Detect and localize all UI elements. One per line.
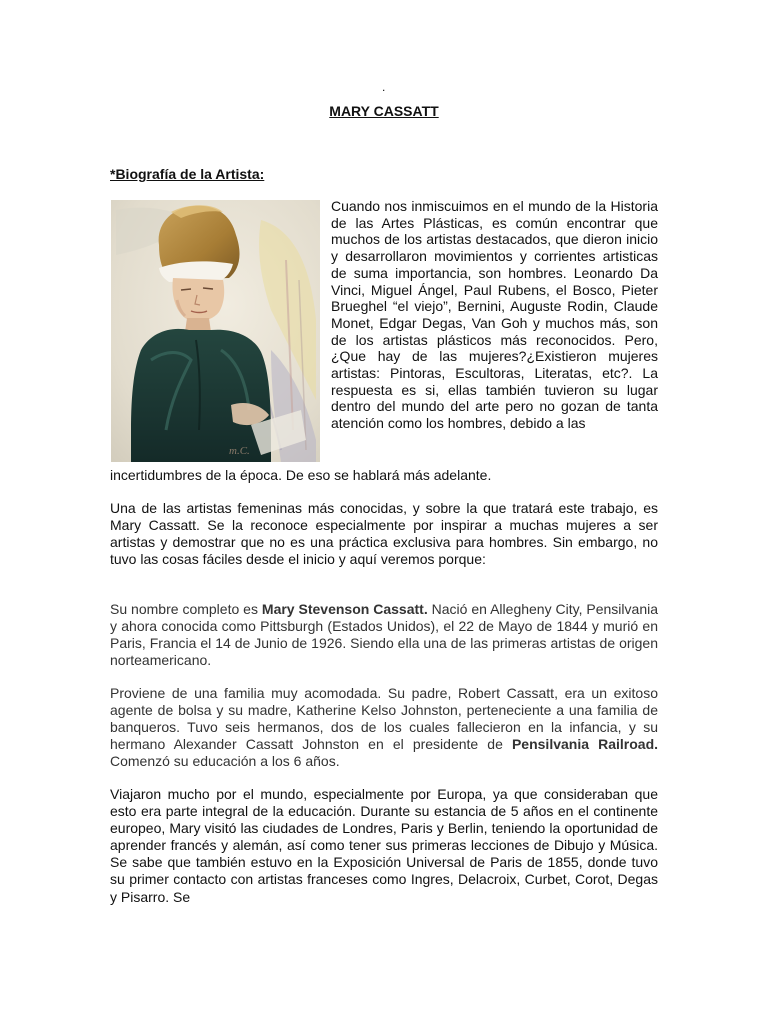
paragraph-text: Proviene de una familia muy acomodada. Su padre, Robert Cassatt, era un exitoso agente de bolsa y su madre, Katherine Kelso Johnston, perteneciente a una familia de banqueros. Tuvo seis hermanos, dos de los cuales fallecieron en la infancia, y su hermano Alexander Cassatt Johnston en el presidente de: [110, 685, 658, 753]
bold-railroad: Pensilvania Railroad.: [511, 736, 659, 753]
document-title: MARY CASSATT: [329, 103, 439, 119]
paragraph-travels: Viajaron mucho por el mundo, especialmente por Europa, ya que consideraban que esto era parte integral de la educación. Durante su estancia de 5 años en el continente europeo, Mary visitó las ciudades de Londres, Paris y Berlin, teniendo la oportunidad de aprender francés y alemán, así como tener sus primeras lecciones de Dibujo y Música. Se sabe que también estuvo en la Exposición Universal de Paris de 1855, donde tuvo su primer contacto con artistas franceses como Ingres, Delacroix, Curbet, Corot, Degas y Pisarro. Se: [110, 786, 658, 905]
stray-dot: .: [382, 80, 386, 94]
section-heading: *Biografía de la Artista:: [110, 166, 265, 182]
paragraph-mary-cassatt-intro: Una de las artistas femeninas más conocidas, y sobre la que tratará este trabajo, es Mary Cassatt. Se la reconoce especialmente por inspirar a muchas mujeres a ser artistas y demostrar que no es una práctica exclusiva para hombres. Sin embargo, no tuvo las cosas fáciles desde el inicio y aquí veremos porque:: [110, 500, 658, 568]
paragraph-text: Comenzó su educación a los 6 años.: [110, 753, 340, 770]
intro-paragraph-tail: incertidumbres de la época. De eso se hablará más adelante.: [110, 467, 492, 483]
paragraph-family: [110, 685, 658, 770]
paragraph-full-name: [110, 601, 658, 669]
painting-signature: m.C.: [229, 445, 250, 457]
self-portrait-painting: [111, 200, 320, 462]
bold-name: Mary Stevenson Cassatt.: [261, 601, 428, 617]
intro-paragraph: Cuando nos inmiscuimos en el mundo de la Historia de las Artes Plásticas, es común encontrar que muchos de los artistas destacados, que dieron inicio y desarrollaron movimientos y corrientes artisticas de suma importancia, son hombres. Leonardo Da Vinci, Miguel Ángel, Paul Rubens, el Bosco, Pieter Brueghel “el viejo”, Bernini, Auguste Rodin, Claude Monet, Edgar Degas, Van Goh y muchos más, son de los artistas plásticos más reconocidos. Pero, ¿Que hay de las mujeres?¿Existieron mujeres artistas: Pintoras, Escultoras, Literatas, etc?. La respuesta es si, ellas también tuvieron su lugar dentro del mundo del arte pero no gozan de tanta atención como los hombres, debido a las: [331, 198, 658, 432]
paragraph-text: Su nombre completo es: [110, 601, 262, 617]
paragraph-text: Nació en Allegheny City, Pensilvania y ahora conocida como Pittsburgh (Estados Unidos), el 22 de Mayo de 1844 y murió en Paris, Francia el 14 de Junio de 1926. Siendo ella una de las primeras artistas de origen norteamericano.: [110, 601, 659, 669]
